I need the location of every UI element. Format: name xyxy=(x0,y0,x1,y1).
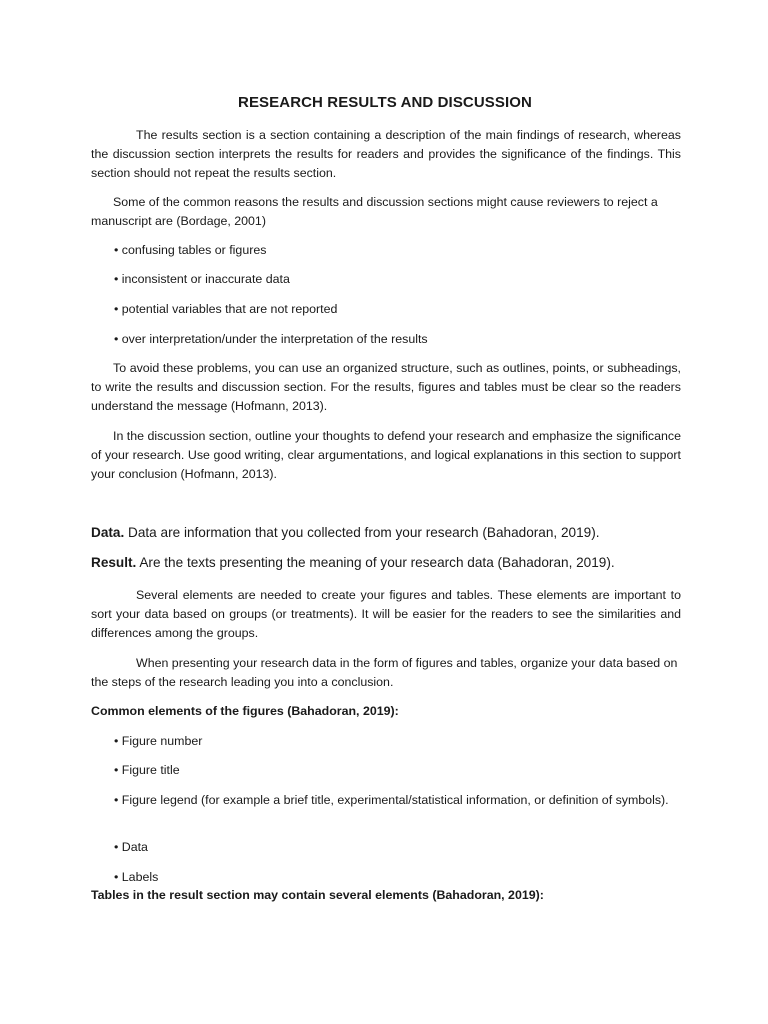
intro-paragraph-2: Some of the common reasons the results and discussion sections might cause reviewers to reject a manuscript are (Bordage, 2001) xyxy=(91,195,658,228)
definition-result-text: Are the texts presenting the meaning of your research data (Bahadoran, 2019). xyxy=(136,555,615,570)
figure-element-5: • Labels xyxy=(114,870,159,884)
definition-result xyxy=(91,553,691,573)
figure-element-4: • Data xyxy=(114,840,148,854)
paragraph-presenting-data: When presenting your research data in the form of figures and tables, organize your data based on the steps of the research leading you into a conclusion. xyxy=(91,656,678,689)
definition-data xyxy=(91,523,691,543)
paragraph-elements-needed: Several elements are needed to create your figures and tables. These elements are important to sort your data based on groups (or treatments). It will be easier for the readers to see the similarities and differences among the groups. xyxy=(91,588,681,640)
paragraph-discussion-section: In the discussion section, outline your thoughts to defend your research and emphasize the significance of your research. Use good writing, clear argumentations, and logical explanations in this section to support your conclusion (Hofmann, 2013). xyxy=(91,429,681,481)
figures-heading: Common elements of the figures (Bahadoran, 2019): xyxy=(91,704,399,718)
intro-paragraph-1: The results section is a section containing a description of the main findings of research, whereas the discussion section interprets the results for readers and provides the significance of the findings. This section should not repeat the results section. xyxy=(91,128,681,180)
tables-heading: Tables in the result section may contain several elements (Bahadoran, 2019): xyxy=(91,888,544,902)
reason-item-3: • potential variables that are not reported xyxy=(114,302,338,316)
definition-data-text: Data are information that you collected from your research (Bahadoran, 2019). xyxy=(124,525,600,540)
figure-element-1: • Figure number xyxy=(114,734,203,748)
reason-item-1: • confusing tables or figures xyxy=(114,243,267,257)
paragraph-avoid-problems: To avoid these problems, you can use an organized structure, such as outlines, points, or subheadings, to write the results and discussion section. For the results, figures and tables must be clear so the readers understand the message (Hofmann, 2013). xyxy=(91,361,681,413)
reason-item-2: • inconsistent or inaccurate data xyxy=(114,272,290,286)
definition-data-term: Data. xyxy=(91,525,125,540)
reason-item-4: • over interpretation/under the interpretation of the results xyxy=(114,332,428,346)
page-title: RESEARCH RESULTS AND DISCUSSION xyxy=(238,94,532,111)
definition-result-term: Result. xyxy=(91,555,137,570)
figure-element-2: • Figure title xyxy=(114,763,180,777)
figure-element-3: • Figure legend (for example a brief title, experimental/statistical information, or definition of symbols). xyxy=(114,793,669,807)
